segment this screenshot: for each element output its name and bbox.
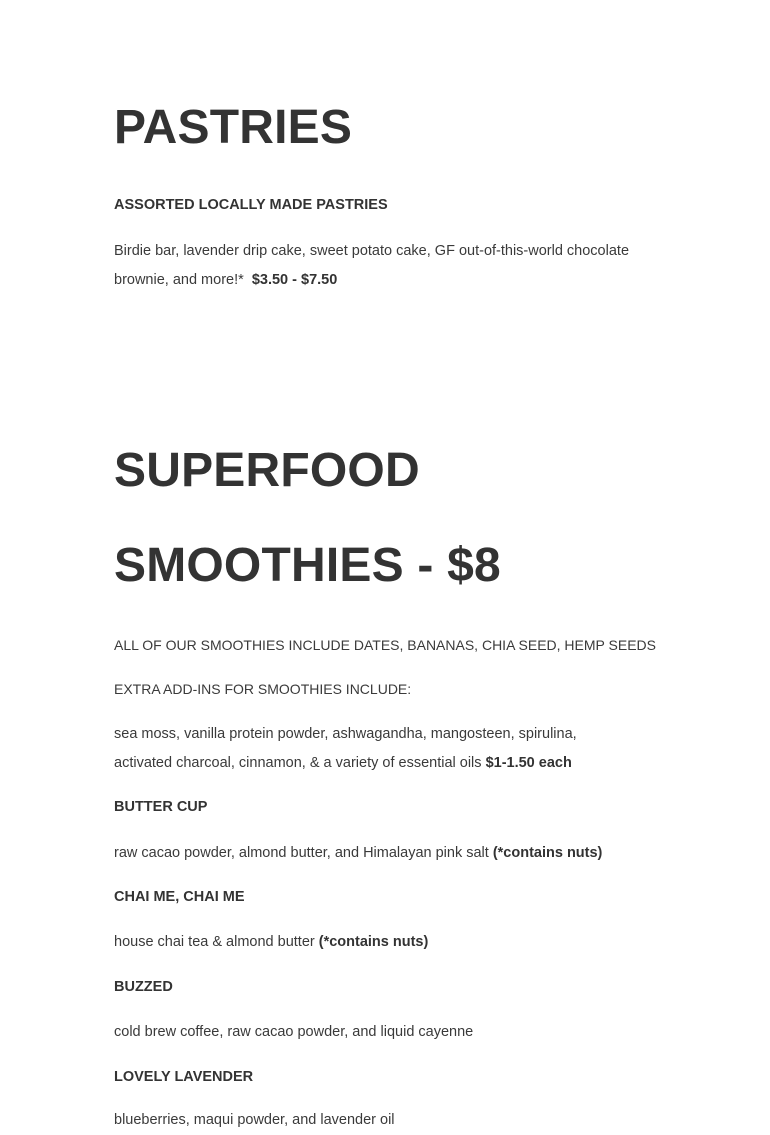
- smoothies-heading-line2: SMOOTHIES - $8: [114, 539, 501, 592]
- pastries-description: Birdie bar, lavender drip cake, sweet potato cake, GF out-of-this-world chocolate brownie, and more!*: [114, 243, 630, 288]
- smoothie-desc-block-buzzed: [114, 1018, 473, 1047]
- smoothie-desc-chai: house chai tea & almond butter: [114, 934, 315, 950]
- smoothies-addins-description: sea moss, vanilla protein powder, ashwagandha, mangosteen, spirulina, activated charcoal, cinnamon, & a variety of essential oils: [114, 726, 577, 771]
- smoothie-desc-buzzed: cold brew coffee, raw cacao powder, and liquid cayenne: [114, 1024, 474, 1040]
- smoothie-note-chai: (*contains nuts): [318, 934, 429, 950]
- smoothie-desc-butter-cup: raw cacao powder, almond butter, and Himalayan pink salt: [114, 845, 489, 861]
- smoothie-desc-block-butter-cup: [114, 839, 602, 868]
- smoothies-includes: ALL OF OUR SMOOTHIES INCLUDE DATES, BANANAS, CHIA SEED, HEMP SEEDS: [114, 637, 656, 653]
- pastries-heading: PASTRIES: [114, 101, 353, 154]
- smoothies-addins-label: EXTRA ADD-INS FOR SMOOTHIES INCLUDE:: [114, 681, 412, 697]
- pastries-subheading: ASSORTED LOCALLY MADE PASTRIES: [114, 197, 388, 213]
- smoothie-name-chai: CHAI ME, CHAI ME: [114, 889, 245, 905]
- pastries-description-block: [114, 237, 644, 295]
- smoothie-desc-lovely-lavender: blueberries, maqui powder, and lavender oil: [114, 1112, 395, 1128]
- smoothies-addins-price: $1-1.50 each: [485, 755, 572, 771]
- smoothie-desc-block-chai: [114, 928, 428, 957]
- smoothie-desc-block-lovely-lavender: [114, 1106, 395, 1135]
- pastries-price: $3.50 - $7.50: [251, 272, 338, 288]
- smoothies-addins-block: [114, 720, 634, 778]
- smoothie-name-butter-cup: BUTTER CUP: [114, 799, 208, 815]
- smoothie-name-buzzed: BUZZED: [114, 979, 173, 995]
- smoothies-heading-line1: SUPERFOOD: [114, 444, 420, 497]
- smoothie-note-butter-cup: (*contains nuts): [492, 845, 603, 861]
- smoothie-name-lovely-lavender: LOVELY LAVENDER: [114, 1069, 254, 1085]
